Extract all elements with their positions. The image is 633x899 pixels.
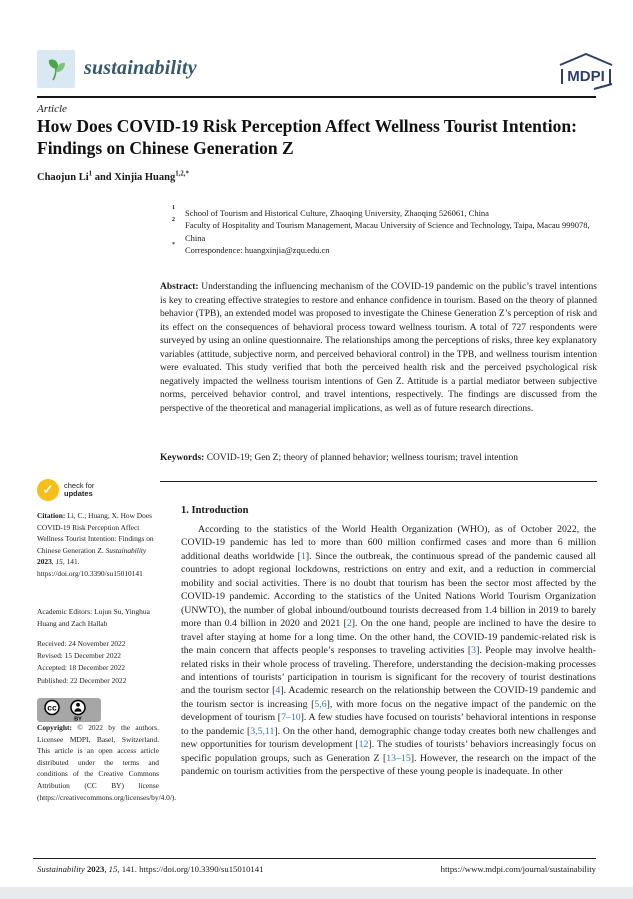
author-line: [37, 172, 189, 183]
keywords-text: COVID-19; Gen Z; theory of planned behavior; wellness tourism; travel intention: [206, 453, 519, 463]
page-edge: [0, 887, 633, 899]
history-dates: [37, 638, 167, 687]
citation-ref[interactable]: 12: [358, 739, 369, 751]
seedling-icon: [41, 54, 71, 84]
paper-title: How Does COVID-19 Risk Perception Affect Wellness Tourist Intention: Findings on Chinese Generation Z: [37, 116, 577, 158]
copyright-label: Copyright:: [37, 723, 72, 732]
svg-text:BY: BY: [74, 716, 82, 722]
check-for-updates-label: check for updates: [64, 480, 95, 498]
citation-ref[interactable]: 1: [300, 550, 306, 562]
journal-logo: [37, 50, 75, 88]
editors-label: Academic Editors:: [37, 607, 93, 616]
citation-label: Citation:: [37, 511, 66, 520]
footer-rule: [33, 858, 596, 859]
keywords: [160, 452, 597, 466]
accepted-date: Accepted: 18 December 2022: [37, 663, 126, 673]
introduction-paragraph: According to the statistics of the World Health Organization (WHO), as of October 2022, the COVID-19 pandemic has led to more than 600 million confirmed cases and more than 6 million additional deaths worldwide [1]. Since the outbreak, the continuous spread of the pandemic caused all countries to adopt regional lockdowns, restrictions on entry and exit, and a reduction in commercial mobility and social activities. There is no doubt that tourism has been the sector most affected by the COVID-19 pandemic. According to the statistics of the United Nations World Tourism Organization (UNWTO), the number of global inbound/outbound tourists decreased from 1.4 billion in 2019 to barely more than 0.4 billion in 2020 and 2021 [2]. On the one hand, people are inclined to have the desire to travel after staying at home for a long time. On the other hand, the COVID-19 pandemic-related risk is the main concern that affects people’s responses to traveling activities [3]. People may involve health-related risks in their whole process of traveling. Therefore, understanding the decision-making processes and intentions of tourists’ participation in tourism is significant for the recovery of tourist destinations and the tourism sector [4]. Academic research on the relationship between the COVID-19 pandemic and the tourism sector is increasing [5,6], with more focus on the negative impact of the pandemic on the development of tourism [7–10]. A few studies have focused on tourists’ behavioral intentions in response to the pandemic [3,5,11]. On the other hand, demographic change today creates both new challenges and new opportunities for tourism development [12]. The studies of tourists’ behaviors increasingly focus on specific population groups, such as Generation Z [13–15]. However, the research on the impact of the pandemic on tourism activities from the perspective of these young people is inadequate. In other: [181, 524, 596, 778]
check-for-updates-badge[interactable]: [37, 479, 94, 501]
footer-doi-link[interactable]: , 141. https://doi.org/10.3390/su15010141: [117, 864, 264, 874]
journal-name: sustainability: [84, 57, 197, 79]
introduction-section: [181, 505, 596, 779]
citation-ref[interactable]: 3: [471, 645, 477, 657]
affiliation-2: 2 Faculty of Hospitality and Tourism Management, Macau University of Science and Technology, Taipa, Macau 999078, China: [172, 217, 590, 243]
academic-editors: Academic Editors: Lujun Su, Yinghua Huang and Zach Hallab: [37, 607, 150, 628]
affiliation-1: 1 School of Tourism and Historical Culture, Zhaoqing University, Zhaoqing 526061, China: [172, 205, 489, 218]
abstract-text: Understanding the influencing mechanism of the COVID-19 pandemic on the public’s travel intentions is key to creating effective strategies to restore and enhance confidence in tourism. Based on the theory of planned behavior (TPB), an extended model was proposed to investigate the Chinese Generation Z’s perception of risk and its effect on the consequences of behavioral process toward wellness tourism. A total of 727 respondents were surveyed by using an online questionnaire. The relationships among the perceptions of risks, three key explanatory variables (attitude, subjective norm, and perceived behavioral control) in the TPB, and wellness tourism intention were evaluated. This study verified that both the perceived health risk and the perceived psychological risk negatively impacted the wellness tourism intentions of Gen Z. Attitude is a partial mediator between subjective norms, perceived behavior control, and travel intentions, respectively. The findings are discussed from the perspective of the theoretical and managerial implications, as well as of future research directions.: [160, 282, 597, 414]
svg-text:MDPI: MDPI: [567, 68, 605, 85]
abstract-label: Abstract:: [160, 282, 199, 292]
citation-block: Citation: Li, C.; Huang, X. How Does COVID-19 Risk Perception Affect Wellness Tourist Intention: Findings on Chinese Generation Z. Sustainability 2023, 15, 141. https://doi.org/10.3390/su15010141: [37, 511, 154, 578]
published-date: Published: 22 December 2022: [37, 675, 127, 685]
cc-by-icon: [37, 698, 101, 722]
author-1: Chaojun Li$^1$: [37, 170, 93, 183]
mdpi-book-icon: [551, 48, 621, 94]
footer-citation: Sustainability 2023, 15, 141. https://doi.org/10.3390/su15010141: [37, 864, 264, 874]
citation-ref[interactable]: 2: [346, 618, 352, 630]
correspondence-line[interactable]: * Correspondence: huangxinjia@zqu.edu.cn: [172, 241, 330, 255]
section-divider: [160, 481, 597, 482]
citation-ref[interactable]: 4: [275, 685, 281, 697]
article-type-label: Article: [37, 103, 67, 115]
svg-text:cc: cc: [47, 702, 57, 713]
citation-ref[interactable]: 3,5,11: [250, 725, 275, 737]
copyright-notice: Copyright: © 2022 by the authors. Licensee MDPI, Basel, Switzerland. This article is an open access article distributed under the terms and conditions of the Creative Commons Attribution (CC BY) license (https://creativecommons.org/licenses/by/4.0/).: [37, 723, 177, 802]
author-separator: and: [92, 172, 115, 183]
footer-journal-url[interactable]: https://www.mdpi.com/journal/sustainability: [440, 864, 596, 874]
header-rule: [37, 96, 596, 98]
check-icon: ✓: [37, 479, 59, 501]
citation-journal: Sustainability: [105, 545, 147, 555]
section-heading: 1. Introduction: [181, 505, 249, 516]
keywords-label: Keywords:: [160, 453, 205, 463]
revised-date: Revised: 15 December 2022: [37, 651, 121, 661]
citation-ref[interactable]: 13–15: [386, 752, 411, 764]
abstract: [160, 281, 597, 416]
author-2: Xinjia Huang$^{1,2,*}$: [114, 170, 189, 183]
received-date: Received: 24 November 2022: [37, 639, 126, 648]
citation-doi-link[interactable]: , 141. https://doi.org/10.3390/su15010141: [37, 557, 143, 578]
affiliations: [172, 207, 598, 256]
mdpi-logo[interactable]: [551, 48, 621, 99]
citation-ref[interactable]: 7–10: [281, 712, 301, 724]
citation-ref[interactable]: 5,6: [314, 698, 327, 710]
